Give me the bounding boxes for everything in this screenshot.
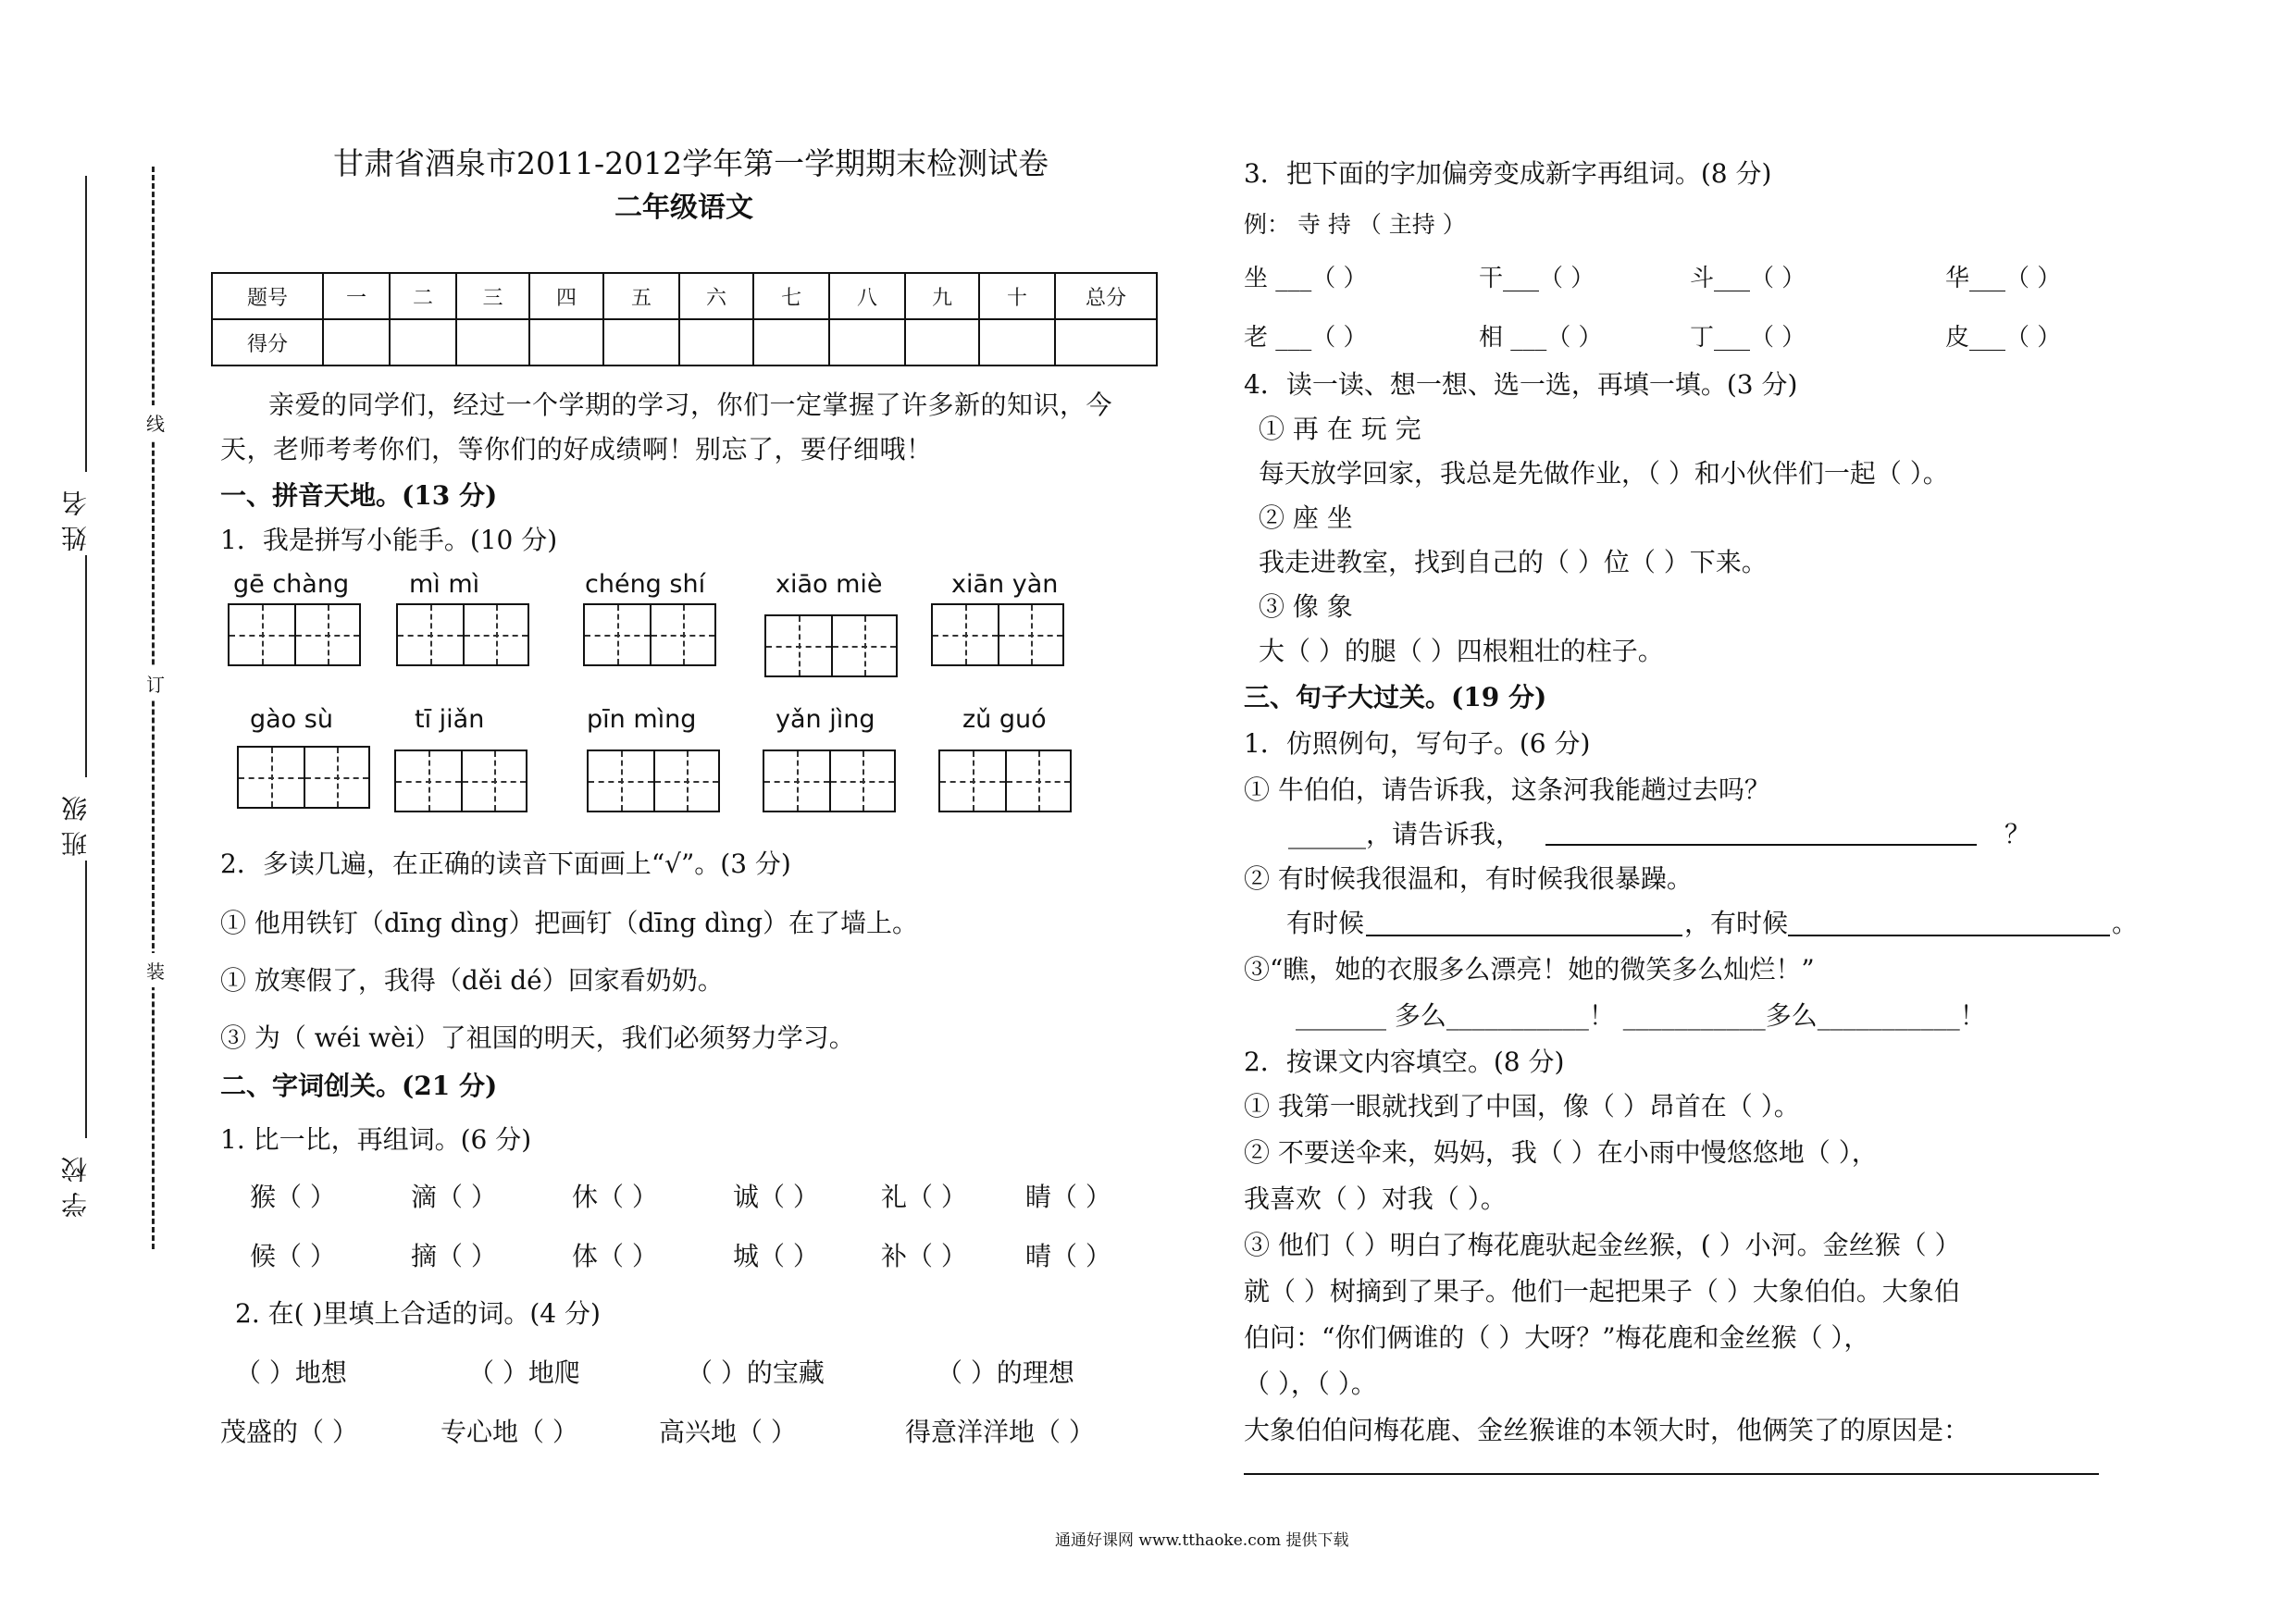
sentence-fill-prefix: 有时候	[1286, 908, 1365, 938]
sentence-fill-line[interactable]: _______ 多么___________！ ___________多么___________！	[1296, 1000, 1986, 1031]
writing-grid[interactable]	[396, 603, 529, 666]
section2-q4: 4．读一读、想一想、选一选，再填一填。(3 分)	[1244, 369, 1798, 400]
school-blank-line[interactable]	[85, 861, 87, 1138]
choice-options: ① 再 在 玩 完	[1259, 414, 1421, 444]
school-field-label: 学校	[60, 1147, 91, 1218]
pinyin-label: gào sù	[250, 705, 333, 734]
text-fill-line[interactable]: ② 不要送伞来，妈妈，我（ ）在小雨中慢悠悠地（ ），	[1244, 1137, 1878, 1168]
sentence-fill-end: ？	[2004, 819, 2031, 849]
compare-word[interactable]: 诚（ ）	[733, 1182, 819, 1212]
score-input-cell[interactable]	[1055, 319, 1157, 365]
compare-word[interactable]: 候（ ）	[250, 1241, 336, 1271]
model-sentence: ③“瞧，她的衣服多么漂亮！她的微笑多么灿烂！”	[1244, 954, 1815, 985]
score-table-header-row	[212, 273, 1157, 319]
score-cell: 三	[456, 273, 529, 319]
fill-phrase[interactable]: （ ）的理想	[937, 1357, 1074, 1388]
intro-line-1: 亲爱的同学们，经过一个学期的学习，你们一定掌握了许多新的知识，今	[268, 390, 1113, 420]
radical-item[interactable]: 丁___（ ）	[1690, 324, 1806, 352]
score-cell: 八	[829, 273, 905, 319]
pronunciation-item[interactable]: ① 放寒假了，我得（děi dé）回家看奶奶。	[220, 965, 724, 996]
sentence-fill-prefix[interactable]: ______，请告诉我，	[1288, 819, 1522, 849]
radical-item[interactable]: 斗___（ ）	[1690, 265, 1806, 292]
compare-word[interactable]: 猴（ ）	[250, 1182, 336, 1212]
section3-q1: 1．仿照例句，写句子。(6 分)	[1244, 728, 1591, 759]
section2-q3-example: 例： 寺 持 （ 主持 ）	[1244, 211, 1466, 238]
sentence-blank[interactable]	[1366, 935, 1682, 936]
text-fill-line[interactable]: （ ），（ ）。	[1244, 1369, 1377, 1399]
radical-item[interactable]: 相 ___（ ）	[1479, 324, 1603, 352]
sentence-blank[interactable]	[1788, 935, 2110, 936]
pinyin-label: tī jiǎn	[415, 705, 485, 734]
class-blank-line[interactable]	[85, 555, 87, 777]
pinyin-label: xiān yàn	[951, 570, 1059, 599]
pinyin-label: pīn mìng	[587, 705, 697, 734]
fill-phrase[interactable]: （ ）地想	[235, 1357, 347, 1388]
score-input-cell[interactable]	[323, 319, 390, 365]
pinyin-label: chéng shí	[585, 570, 706, 599]
section1-heading: 一、拼音天地。(13 分)	[220, 480, 498, 511]
compare-word[interactable]: 体（ ）	[572, 1241, 658, 1271]
text-fill-line[interactable]: ③ 他们（ ）明白了梅花鹿驮起金丝猴，( ）小河。金丝猴（ ）	[1244, 1230, 1961, 1260]
text-fill-line[interactable]: ① 我第一眼就找到了中国，像（ ）昂首在（ ）。	[1244, 1091, 1800, 1121]
writing-grid[interactable]	[583, 603, 716, 666]
compare-word[interactable]: 补（ ）	[881, 1241, 967, 1271]
sentence-blank[interactable]	[1545, 844, 1977, 846]
writing-grid[interactable]	[587, 750, 720, 812]
section2-heading: 二、字词创关。(21 分)	[220, 1071, 498, 1101]
intro-line-2: 天，老师考考你们，等你们的好成绩啊！别忘了，要仔细哦！	[220, 434, 933, 465]
compare-word[interactable]: 礼（ ）	[881, 1182, 967, 1212]
writing-grid[interactable]	[228, 603, 361, 666]
fill-phrase[interactable]: 高兴地（ ）	[659, 1417, 797, 1447]
score-input-cell[interactable]	[529, 319, 603, 365]
pinyin-label: zǔ guó	[962, 705, 1047, 734]
compare-word[interactable]: 睛（ ）	[1025, 1182, 1111, 1212]
fill-phrase[interactable]: 得意洋洋地（ ）	[905, 1417, 1095, 1447]
writing-grid[interactable]	[394, 750, 527, 812]
radical-item[interactable]: 皮___（ ）	[1945, 324, 2062, 352]
choice-sentence[interactable]: 每天放学回家，我总是先做作业，（ ）和小伙伴们一起（ ）。	[1259, 458, 1949, 489]
section2-q2: 2. 在( )里填上合适的词。(4 分)	[235, 1298, 601, 1329]
score-input-cell[interactable]	[905, 319, 979, 365]
fill-phrase[interactable]: （ ）地爬	[468, 1357, 580, 1388]
score-cell: 总分	[1055, 273, 1157, 319]
writing-grid[interactable]	[763, 750, 896, 812]
text-fill-line[interactable]: 伯问：“你们俩谁的（ ）大呀？”梅花鹿和金丝猴（ ），	[1244, 1322, 1870, 1353]
score-cell: 六	[679, 273, 753, 319]
text-fill-line[interactable]: 就（ ）树摘到了果子。他们一起把果子（ ）大象伯伯。大象伯	[1244, 1276, 1960, 1307]
score-cell: 一	[323, 273, 390, 319]
radical-item[interactable]: 坐 ___（ ）	[1244, 265, 1368, 292]
score-table-score-row	[212, 319, 1157, 365]
compare-word[interactable]: 晴（ ）	[1025, 1241, 1111, 1271]
radical-item[interactable]: 干___（ ）	[1479, 265, 1595, 292]
model-sentence: ① 牛伯伯，请告诉我，这条河我能趟过去吗？	[1244, 774, 1770, 805]
pinyin-label: gē chàng	[233, 570, 350, 599]
score-input-cell[interactable]	[753, 319, 829, 365]
name-field-label: 姓名	[60, 481, 91, 551]
score-cell: 十	[979, 273, 1055, 319]
writing-grid[interactable]	[931, 603, 1064, 666]
score-cell: 九	[905, 273, 979, 319]
pronunciation-item[interactable]: ① 他用铁钉（dīng dìng）把画钉（dīng dìng）在了墙上。	[220, 908, 919, 938]
model-sentence: ② 有时候我很温和，有时候我很暴躁。	[1244, 863, 1693, 894]
score-row-label: 得分	[212, 319, 323, 365]
text-question-line: 大象伯伯问梅花鹿、金丝猴谁的本领大时，他俩笑了的原因是：	[1244, 1415, 1970, 1445]
score-cell: 七	[753, 273, 829, 319]
section3-heading: 三、句子大过关。(19 分)	[1244, 682, 1547, 712]
answer-blank-line[interactable]	[1244, 1473, 2099, 1475]
text-fill-line[interactable]: 我喜欢（ ）对我（ ）。	[1244, 1183, 1507, 1214]
binding-char-zhuang: 装	[146, 953, 165, 987]
compare-word[interactable]: 摘（ ）	[411, 1241, 497, 1271]
writing-grid[interactable]	[764, 614, 898, 677]
pronunciation-item[interactable]: ③ 为（ wéi wèi）了祖国的明天，我们必须努力学习。	[220, 1022, 855, 1053]
score-input-cell[interactable]	[979, 319, 1055, 365]
compare-word[interactable]: 滴（ ）	[411, 1182, 497, 1212]
section2-q3: 3．把下面的字加偏旁变成新字再组词。(8 分)	[1244, 158, 1772, 189]
score-cell: 二	[390, 273, 456, 319]
footer-credit: 通通好课网 www.tthaoke.com 提供下载	[1055, 1531, 1349, 1550]
score-input-cell[interactable]	[390, 319, 456, 365]
choice-sentence[interactable]: 我走进教室，找到自己的（ ）位（ ）下来。	[1259, 547, 1768, 577]
sentence-fill-end: 。	[2112, 908, 2139, 938]
writing-grid[interactable]	[938, 750, 1072, 812]
score-input-cell[interactable]	[829, 319, 905, 365]
score-input-cell[interactable]	[679, 319, 753, 365]
section1-q1: 1．我是拼写小能手。(10 分)	[220, 525, 558, 555]
name-blank-line[interactable]	[85, 176, 87, 472]
choice-options: ③ 像 象	[1259, 591, 1353, 622]
fill-phrase[interactable]: 专心地（ ）	[441, 1417, 578, 1447]
page-title: 甘肃省酒泉市2011-2012学年第一学期期末检测试卷	[333, 145, 1049, 181]
section2-q1: 1. 比一比，再组词。(6 分)	[220, 1124, 532, 1155]
fill-phrase[interactable]: 茂盛的（ ）	[220, 1417, 358, 1447]
compare-word[interactable]: 休（ ）	[572, 1182, 658, 1212]
section3-q2: 2．按课文内容填空。(8 分)	[1244, 1047, 1565, 1077]
pinyin-label: xiāo miè	[776, 570, 883, 599]
pinyin-label: yǎn jìng	[776, 705, 875, 734]
choice-options: ② 座 坐	[1259, 502, 1353, 533]
binding-char-ding: 订	[146, 666, 165, 700]
score-cell: 题号	[212, 273, 323, 319]
score-input-cell[interactable]	[456, 319, 529, 365]
score-input-cell[interactable]	[603, 319, 679, 365]
binding-char-xian: 线	[146, 405, 165, 440]
class-field-label: 班级	[60, 787, 91, 857]
choice-sentence[interactable]: 大（ ）的腿（ ）四根粗壮的柱子。	[1259, 636, 1664, 666]
fill-phrase[interactable]: （ ）的宝藏	[687, 1357, 825, 1388]
binding-dash-line	[152, 167, 155, 1249]
radical-item[interactable]: 华___（ ）	[1945, 265, 2062, 292]
radical-item[interactable]: 老 ___（ ）	[1244, 324, 1368, 352]
writing-grid[interactable]	[237, 746, 370, 809]
pinyin-label: mì mì	[409, 570, 480, 599]
section1-q2: 2．多读几遍，在正确的读音下面画上“√”。(3 分)	[220, 849, 791, 879]
compare-word[interactable]: 城（ ）	[733, 1241, 819, 1271]
sentence-fill-middle: ，有时候	[1684, 908, 1789, 938]
score-cell: 五	[603, 273, 679, 319]
score-cell: 四	[529, 273, 603, 319]
page-subtitle: 二年级语文	[614, 192, 753, 224]
score-table	[211, 272, 1158, 366]
